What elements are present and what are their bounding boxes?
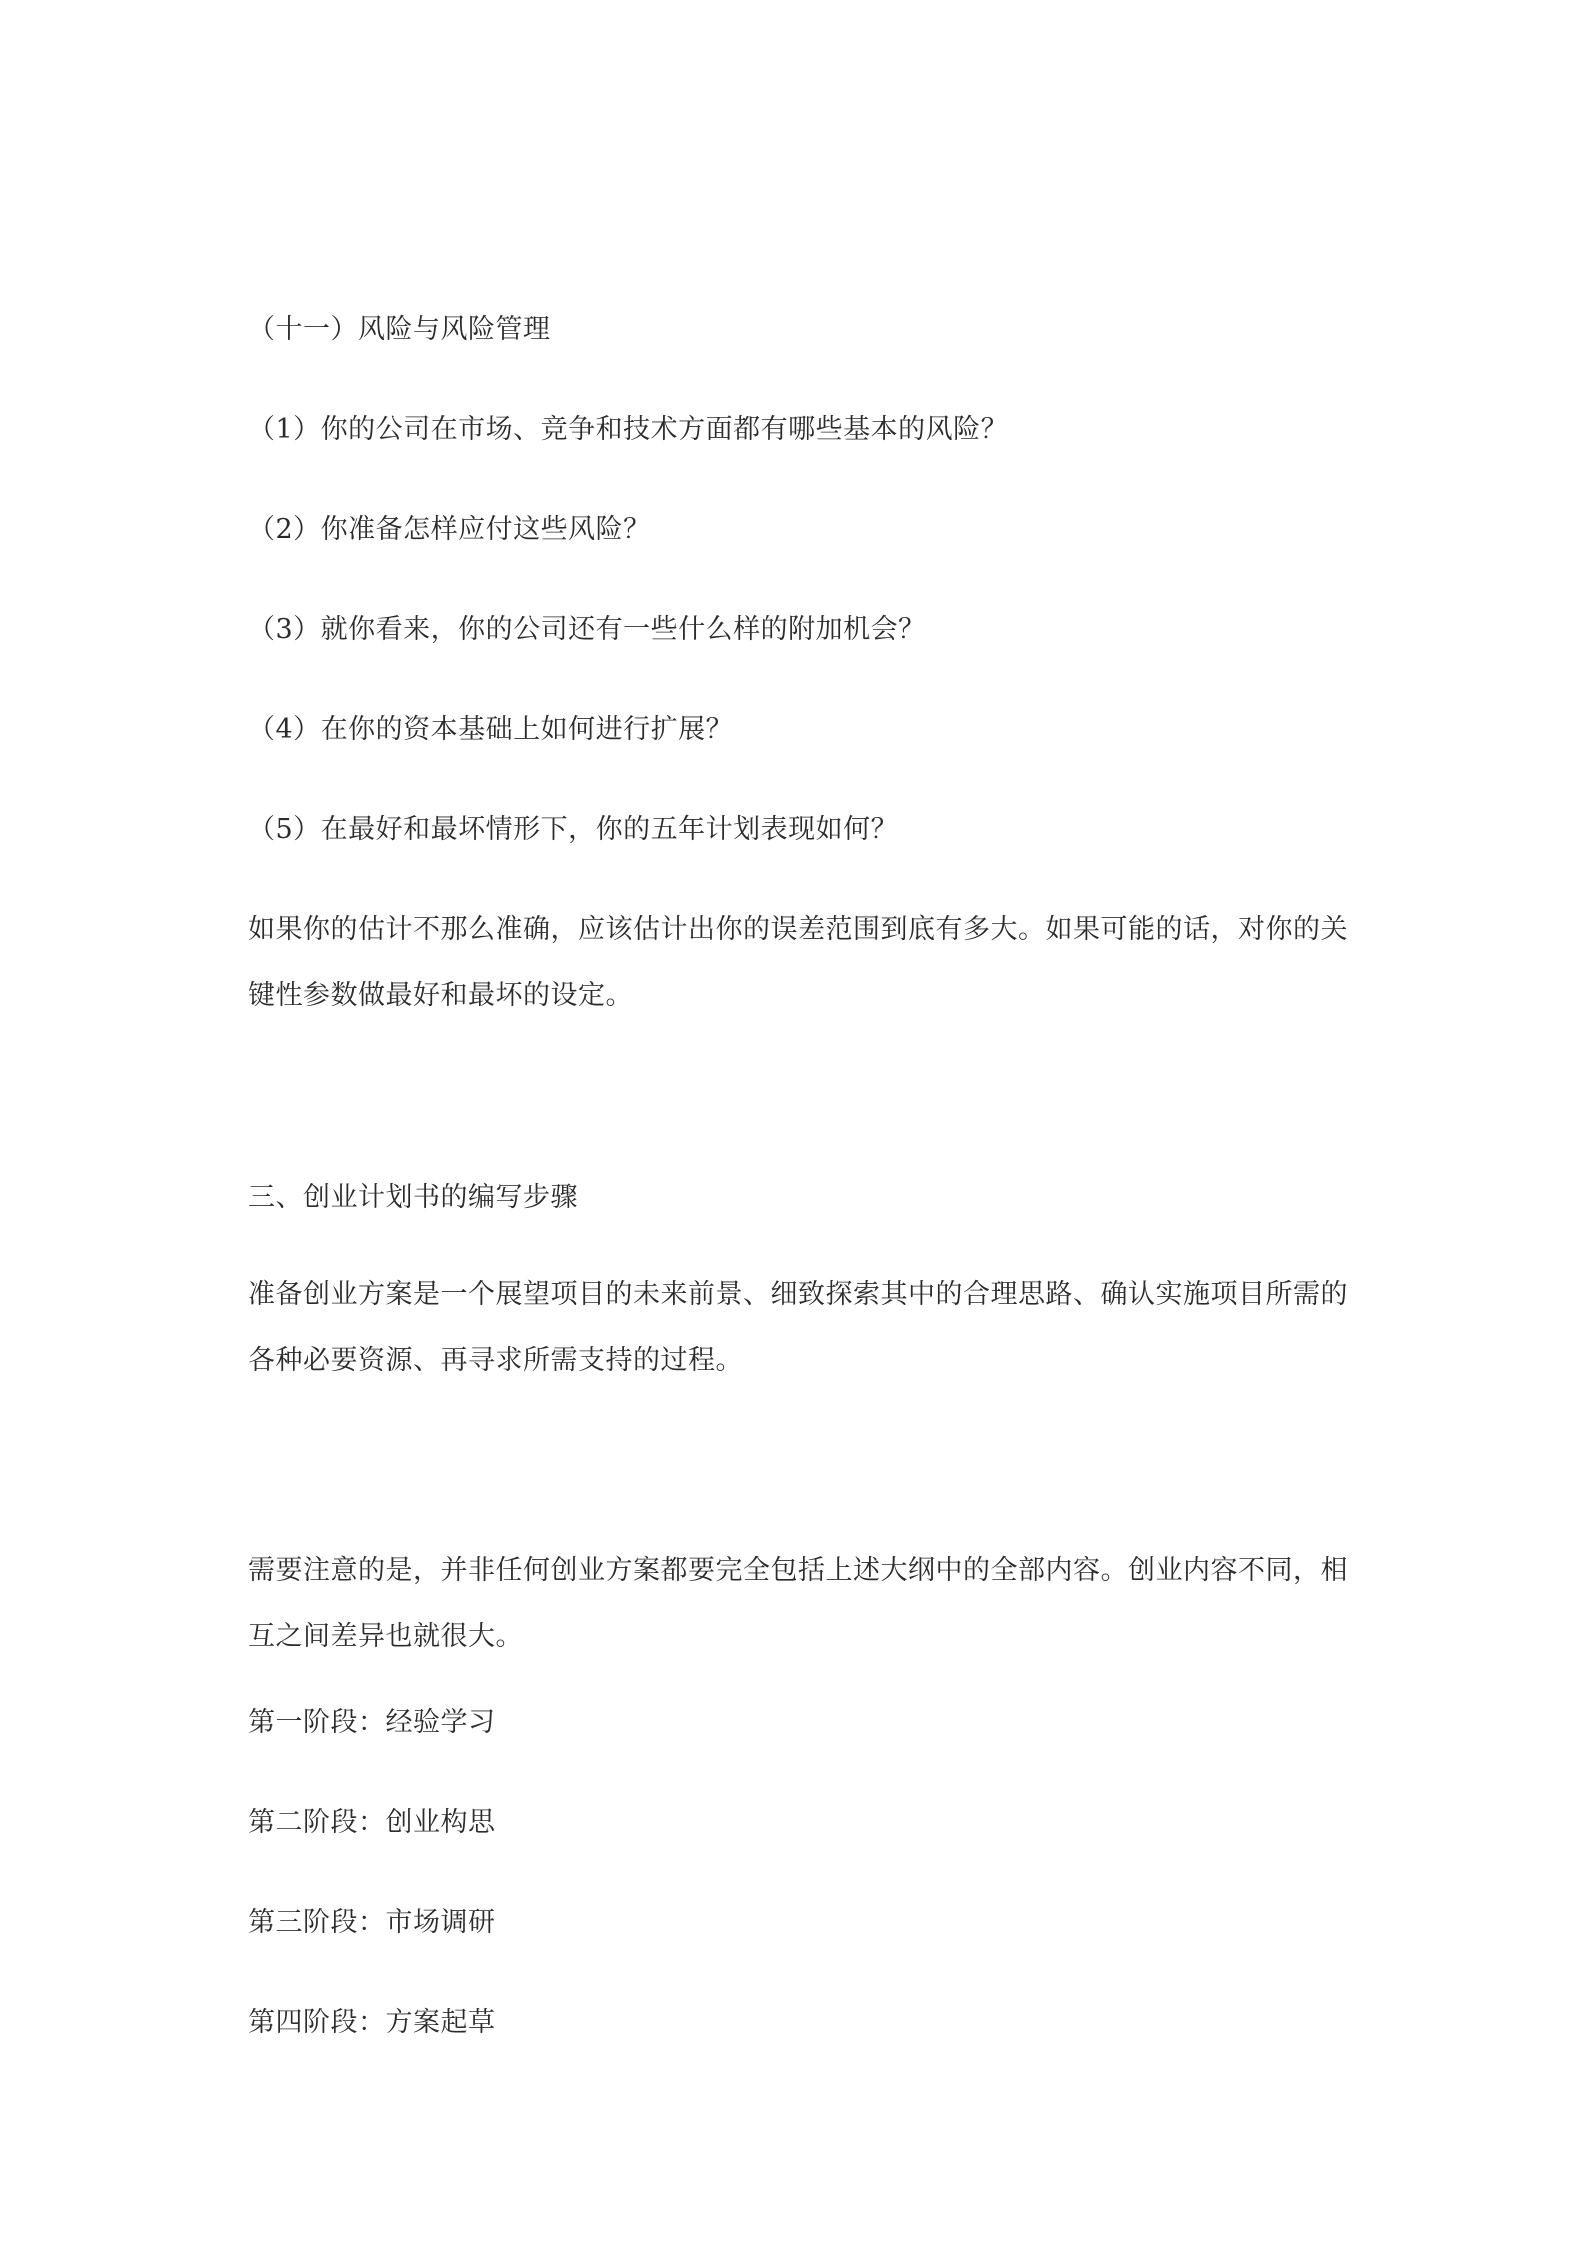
stage-1-item: 第一阶段：经验学习 — [248, 1707, 496, 1738]
risk-question-1: （1）你的公司在市场、竞争和技术方面都有哪些基本的风险？ — [248, 414, 1009, 445]
risk-question-4: （4）在你的资本基础上如何进行扩展？ — [248, 714, 734, 745]
steps-section-heading: 三、创业计划书的编写步骤 — [248, 1182, 578, 1213]
risk-estimate-note: 如果你的估计不那么准确，应该估计出你的误差范围到底有多大。如果可能的话，对你的关键性参数做最好和最坏的设定。 — [248, 914, 1348, 1011]
risk-question-3: （3）就你看来，你的公司还有一些什么样的附加机会？ — [248, 614, 926, 645]
stage-4-item: 第四阶段：方案起草 — [248, 2007, 496, 2038]
risk-section-heading: （十一）风险与风险管理 — [248, 314, 551, 345]
risk-question-5: （5）在最好和最坏情形下，你的五年计划表现如何？ — [248, 814, 899, 845]
steps-caution-paragraph: 需要注意的是，并非任何创业方案都要完全包括上述大纲中的全部内容。创业内容不同，相互之间差异也就很大。 — [248, 1555, 1348, 1652]
risk-question-2: （2）你准备怎样应付这些风险？ — [248, 514, 651, 545]
steps-intro-paragraph: 准备创业方案是一个展望项目的未来前景、细致探索其中的合理思路、确认实施项目所需的各种必要资源、再寻求所需支持的过程。 — [248, 1279, 1348, 1376]
stage-2-item: 第二阶段：创业构思 — [248, 1807, 496, 1838]
stage-3-item: 第三阶段：市场调研 — [248, 1907, 496, 1938]
